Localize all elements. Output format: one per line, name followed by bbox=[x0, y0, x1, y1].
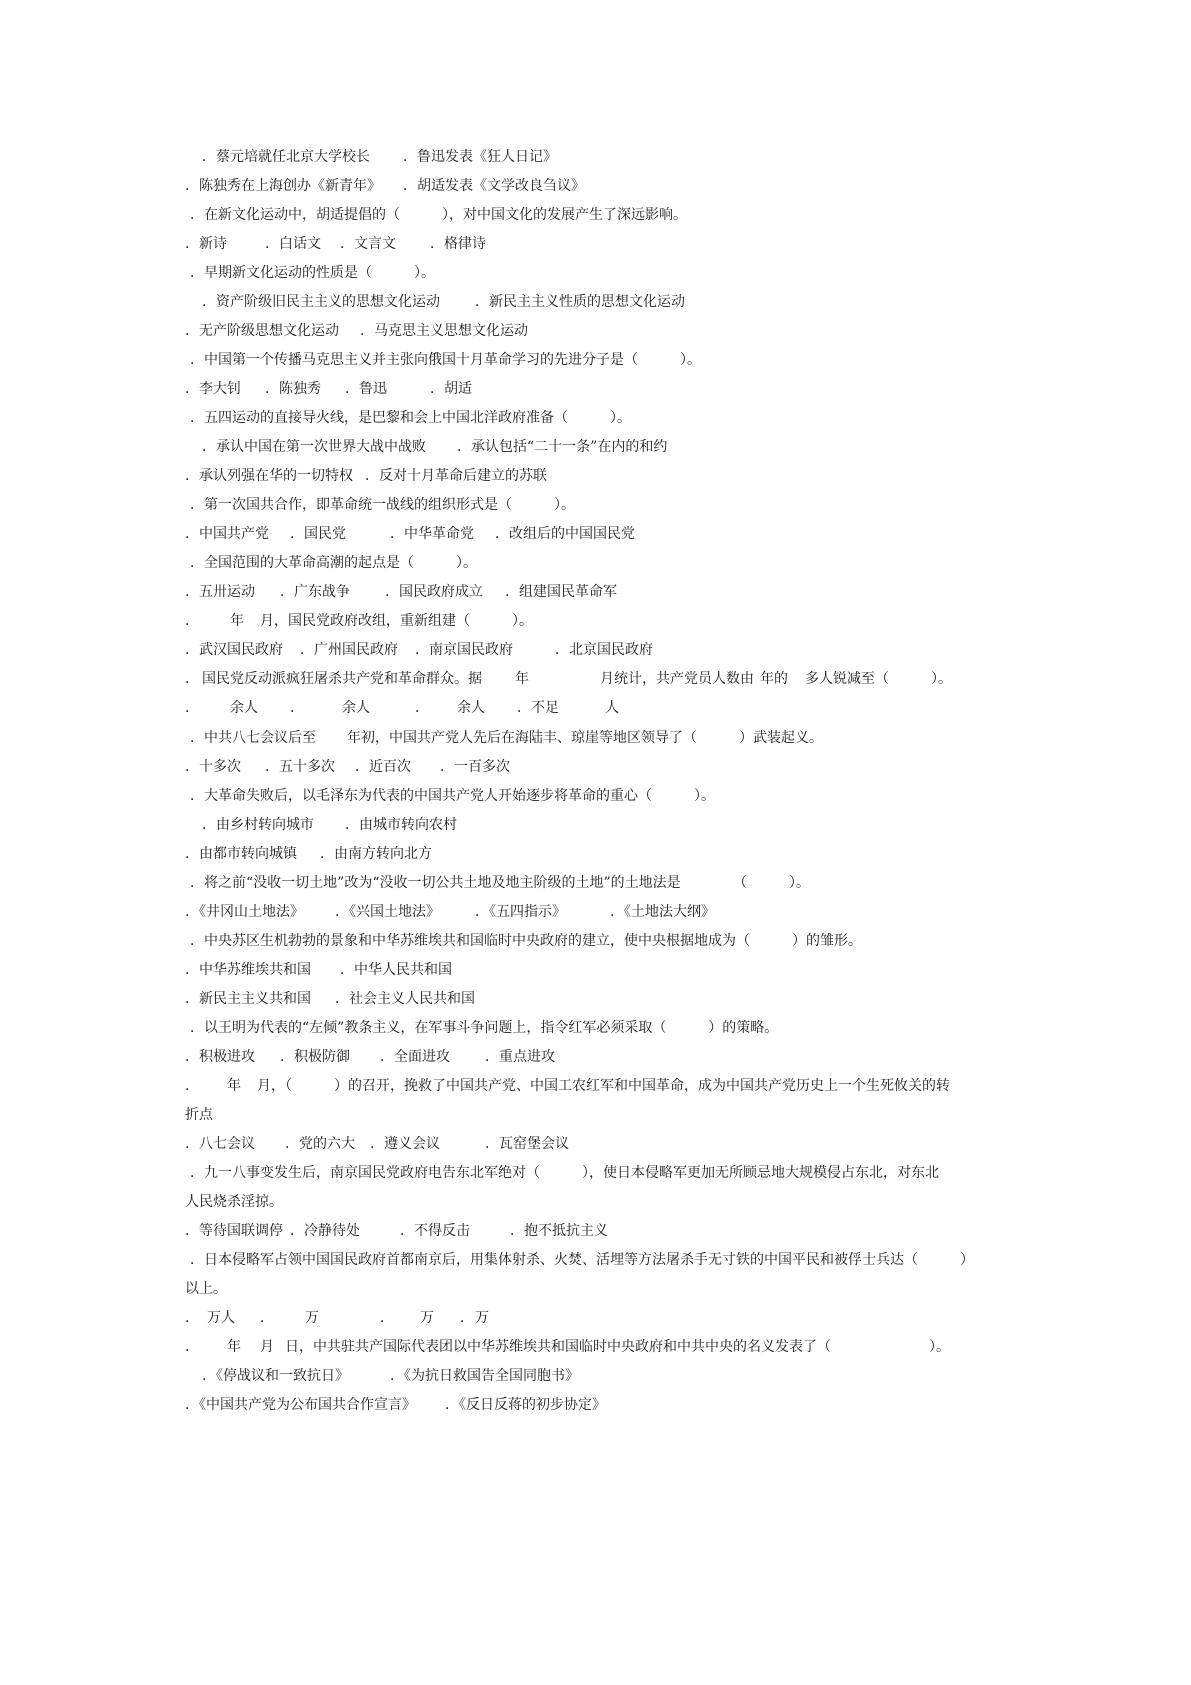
text-line bbox=[185, 813, 1051, 837]
text-line bbox=[185, 667, 1051, 691]
text-segment: ．积极进攻 bbox=[185, 1049, 255, 1065]
text-segment: ．《兴国土地法》 bbox=[335, 904, 440, 920]
text-segment: ．积极防御 bbox=[280, 1049, 350, 1065]
text-segment: 万 bbox=[420, 1310, 434, 1326]
text-segment: ．以王明为代表的“左倾”教条主义，在军事斗争问题上，指令红军必须采取（ ）的策略。 bbox=[190, 1020, 779, 1036]
text-segment: 年初，中国共产党人先后在海陆丰、琼崖等地区领导了（ ）武装起义。 bbox=[347, 730, 823, 746]
text-segment: 年的 bbox=[760, 671, 788, 687]
text-segment: 折点 bbox=[185, 1107, 213, 1123]
text-segment: ．新民主主义共和国 bbox=[185, 991, 311, 1007]
text-segment: ．武汉国民政府 bbox=[185, 642, 283, 658]
text-segment: ．格律诗 bbox=[430, 236, 486, 252]
text-segment: ．党的六大 bbox=[285, 1136, 355, 1152]
text-segment: ．中国共产党 bbox=[185, 526, 269, 542]
text-segment: ．北京国民政府 bbox=[555, 642, 653, 658]
text-line bbox=[185, 1103, 1051, 1127]
text-line bbox=[185, 842, 1051, 866]
text-segment: （ ）。 bbox=[733, 875, 810, 891]
text-segment: 年 bbox=[227, 1078, 241, 1094]
text-line bbox=[185, 551, 1051, 575]
text-segment: ．由乡村转向城市 bbox=[202, 817, 314, 833]
text-segment: ．中央苏区生机勃勃的景象和中华苏维埃共和国临时中央政府的建立，使中央根据地成为（ ）的雏形。 bbox=[190, 933, 862, 949]
text-segment: ．新诗 bbox=[185, 236, 227, 252]
text-segment: ．将之前“没收一切土地”改为“没收一切公共土地及地主阶级的土地”的土地法是 bbox=[190, 875, 681, 891]
text-segment: ．国民政府成立 bbox=[385, 584, 483, 600]
text-segment: ．中华革命党 bbox=[390, 526, 474, 542]
text-line bbox=[185, 464, 1051, 488]
text-segment: ．资产阶级旧民主主义的思想文化运动 bbox=[202, 294, 440, 310]
text-line bbox=[185, 290, 1051, 314]
text-segment: 国民党反动派疯狂屠杀共产党和革命群众。据 bbox=[202, 671, 482, 687]
text-segment: ．国民党 bbox=[290, 526, 346, 542]
text-segment: ．胡适发表《文学改良刍议》 bbox=[403, 178, 585, 194]
text-segment: ．五四运动的直接导火线，是巴黎和会上中国北洋政府准备（ ）。 bbox=[190, 410, 631, 426]
text-segment: ．南京国民政府 bbox=[415, 642, 513, 658]
text-segment: ． bbox=[290, 700, 304, 716]
text-line bbox=[185, 1393, 1051, 1417]
text-segment: 年 bbox=[515, 671, 529, 687]
text-line bbox=[185, 1277, 1051, 1301]
text-line bbox=[185, 377, 1051, 401]
text-segment: ．《井冈山土地法》 bbox=[185, 904, 304, 920]
text-segment: ．马克思主义思想文化运动 bbox=[360, 323, 528, 339]
text-segment: ．由南方转向北方 bbox=[320, 846, 432, 862]
text-line bbox=[185, 348, 1051, 372]
text-segment: ．由城市转向农村 bbox=[345, 817, 457, 833]
text-segment: ．中共八七会议后至 bbox=[190, 730, 316, 746]
text-segment: ．大革命失败后，以毛泽东为代表的中国共产党人开始逐步将革命的重心（ ）。 bbox=[190, 788, 715, 804]
text-segment: ．组建国民革命军 bbox=[505, 584, 617, 600]
text-segment: ．中华人民共和国 bbox=[340, 962, 452, 978]
text-line bbox=[185, 638, 1051, 662]
text-segment: 月，国民党政府改组，重新组建（ ）。 bbox=[260, 613, 533, 629]
text-segment: 日，中共驻共产国际代表团以中华苏维埃共和国临时中央政府和中共中央的名义发表了（ ）。 bbox=[285, 1339, 950, 1355]
text-segment: ．承认包括“二十一条”在内的和约 bbox=[457, 439, 668, 455]
text-line bbox=[185, 726, 1051, 750]
text-segment: 月 bbox=[260, 1339, 274, 1355]
text-line bbox=[185, 174, 1051, 198]
text-segment: 多人锐减至（ ）。 bbox=[805, 671, 952, 687]
text-line bbox=[185, 406, 1051, 430]
text-segment: 以上。 bbox=[185, 1281, 227, 1297]
text-segment: 人 bbox=[605, 700, 619, 716]
text-line bbox=[185, 1219, 1051, 1243]
text-segment: ． bbox=[380, 1310, 394, 1326]
text-segment: ．《中国共产党为公布国共合作宣言》 bbox=[185, 1397, 416, 1413]
text-segment: ．鲁迅发表《狂人日记》 bbox=[403, 149, 557, 165]
text-segment: ．改组后的中国国民党 bbox=[495, 526, 635, 542]
text-line bbox=[185, 1364, 1051, 1388]
text-segment: ．抱不抵抗主义 bbox=[510, 1223, 608, 1239]
text-segment: ．承认列强在华的一切特权 bbox=[185, 468, 353, 484]
text-segment: ．承认中国在第一次世界大战中战败 bbox=[202, 439, 426, 455]
text-segment: 万 bbox=[305, 1310, 319, 1326]
text-segment: ． bbox=[185, 1310, 199, 1326]
text-segment: ． bbox=[260, 1310, 274, 1326]
text-segment: ．近百次 bbox=[355, 759, 411, 775]
text-line bbox=[185, 1335, 1051, 1359]
text-segment: 余人 bbox=[230, 700, 258, 716]
text-segment: ．一百多次 bbox=[440, 759, 510, 775]
text-segment: ．《为抗日救国告全国同胞书》 bbox=[390, 1368, 579, 1384]
text-segment: ．八七会议 bbox=[185, 1136, 255, 1152]
text-line bbox=[185, 784, 1051, 808]
text-segment: ．日本侵略军占领中国国民政府首都南京后，用集体射杀、火焚、活埋等方法屠杀手无寸铁的中国平民和被俘士兵达（ ） bbox=[190, 1252, 974, 1268]
text-line bbox=[185, 493, 1051, 517]
text-segment: ．由都市转向城镇 bbox=[185, 846, 297, 862]
text-segment: ．重点进攻 bbox=[485, 1049, 555, 1065]
text-line bbox=[185, 755, 1051, 779]
text-segment: 月统计，共产党员人数由 bbox=[600, 671, 754, 687]
text-segment: ．早期新文化运动的性质是（ ）。 bbox=[190, 265, 435, 281]
text-segment: ．文言文 bbox=[340, 236, 396, 252]
text-segment: ． bbox=[185, 1078, 199, 1094]
text-segment: 余人 bbox=[342, 700, 370, 716]
text-line bbox=[185, 871, 1051, 895]
text-line bbox=[185, 1161, 1051, 1185]
text-segment: ．无产阶级思想文化运动 bbox=[185, 323, 339, 339]
text-segment: ．《土地法大纲》 bbox=[610, 904, 715, 920]
text-segment: 人民烧杀淫掠。 bbox=[185, 1194, 283, 1210]
text-segment: ． bbox=[185, 1339, 199, 1355]
text-segment: ．不足 bbox=[517, 700, 559, 716]
text-segment: ．广东战争 bbox=[280, 584, 350, 600]
text-segment: ． bbox=[460, 1310, 474, 1326]
text-segment: ．冷静待处 bbox=[290, 1223, 360, 1239]
text-segment: ．遵义会议 bbox=[370, 1136, 440, 1152]
text-line bbox=[185, 232, 1051, 256]
text-line bbox=[185, 261, 1051, 285]
text-segment: ．广州国民政府 bbox=[300, 642, 398, 658]
text-line bbox=[185, 203, 1051, 227]
text-line bbox=[185, 1016, 1051, 1040]
text-segment: ．瓦窑堡会议 bbox=[485, 1136, 569, 1152]
text-segment: ．陈独秀在上海创办《新青年》 bbox=[185, 178, 381, 194]
text-segment: ． bbox=[185, 671, 199, 687]
text-segment: 万人 bbox=[207, 1310, 235, 1326]
text-segment: ．新民主主义性质的思想文化运动 bbox=[475, 294, 685, 310]
text-segment: ． bbox=[185, 613, 199, 629]
text-line bbox=[185, 145, 1051, 169]
text-segment: ．胡适 bbox=[430, 381, 472, 397]
text-line bbox=[185, 1248, 1051, 1272]
text-segment: ．五卅运动 bbox=[185, 584, 255, 600]
text-segment: ．不得反击 bbox=[400, 1223, 470, 1239]
text-segment: ．十多次 bbox=[185, 759, 241, 775]
text-segment: ． bbox=[415, 700, 429, 716]
text-segment: ．五十多次 bbox=[265, 759, 335, 775]
text-segment: ．《停战议和一致抗日》 bbox=[202, 1368, 349, 1384]
text-line bbox=[185, 435, 1051, 459]
text-line bbox=[185, 1190, 1051, 1214]
text-segment: ．白话文 bbox=[265, 236, 321, 252]
text-segment: 年 bbox=[230, 613, 244, 629]
text-line bbox=[185, 958, 1051, 982]
text-segment: ．在新文化运动中，胡适提倡的（ ），对中国文化的发展产生了深远影响。 bbox=[190, 207, 687, 223]
text-line bbox=[185, 580, 1051, 604]
text-segment: ． bbox=[185, 700, 199, 716]
text-line bbox=[185, 900, 1051, 924]
text-segment: ．全面进攻 bbox=[380, 1049, 450, 1065]
text-segment: 万 bbox=[475, 1310, 489, 1326]
text-line bbox=[185, 609, 1051, 633]
text-line bbox=[185, 1045, 1051, 1069]
text-line bbox=[185, 1074, 1051, 1098]
text-segment: ．全国范围的大革命高潮的起点是（ ）。 bbox=[190, 555, 477, 571]
text-line bbox=[185, 319, 1051, 343]
text-segment: ．社会主义人民共和国 bbox=[335, 991, 475, 1007]
text-segment: ．《反日反蒋的初步协定》 bbox=[445, 1397, 606, 1413]
text-line bbox=[185, 696, 1051, 720]
text-segment: ．《五四指示》 bbox=[475, 904, 566, 920]
text-segment: ．第一次国共合作，即革命统一战线的组织形式是（ ）。 bbox=[190, 497, 575, 513]
text-line bbox=[185, 987, 1051, 1011]
text-segment: ．等待国联调停 bbox=[185, 1223, 283, 1239]
text-line bbox=[185, 1306, 1051, 1330]
text-segment: 年 bbox=[227, 1339, 241, 1355]
text-segment: ．陈独秀 bbox=[265, 381, 321, 397]
text-segment: ．李大钊 bbox=[185, 381, 241, 397]
text-segment: ．九一八事变发生后，南京国民党政府电告东北军绝对（ ），使日本侵略军更加无所顾忌地大规模侵占东北，对东北 bbox=[190, 1165, 939, 1181]
text-segment: ．反对十月革命后建立的苏联 bbox=[365, 468, 547, 484]
text-segment: ．中国第一个传播马克思主义并主张向俄国十月革命学习的先进分子是（ ）。 bbox=[190, 352, 701, 368]
text-line bbox=[185, 522, 1051, 546]
text-segment: 月，（ ）的召开，挽救了中国共产党、中国工农红军和中国革命，成为中国共产党历史上一个生死攸关的转 bbox=[257, 1078, 950, 1094]
text-segment: ．蔡元培就任北京大学校长 bbox=[202, 149, 370, 165]
text-line bbox=[185, 1132, 1051, 1156]
text-line bbox=[185, 929, 1051, 953]
text-segment: ．鲁迅 bbox=[345, 381, 387, 397]
text-segment: ．中华苏维埃共和国 bbox=[185, 962, 311, 978]
text-segment: 余人 bbox=[457, 700, 485, 716]
